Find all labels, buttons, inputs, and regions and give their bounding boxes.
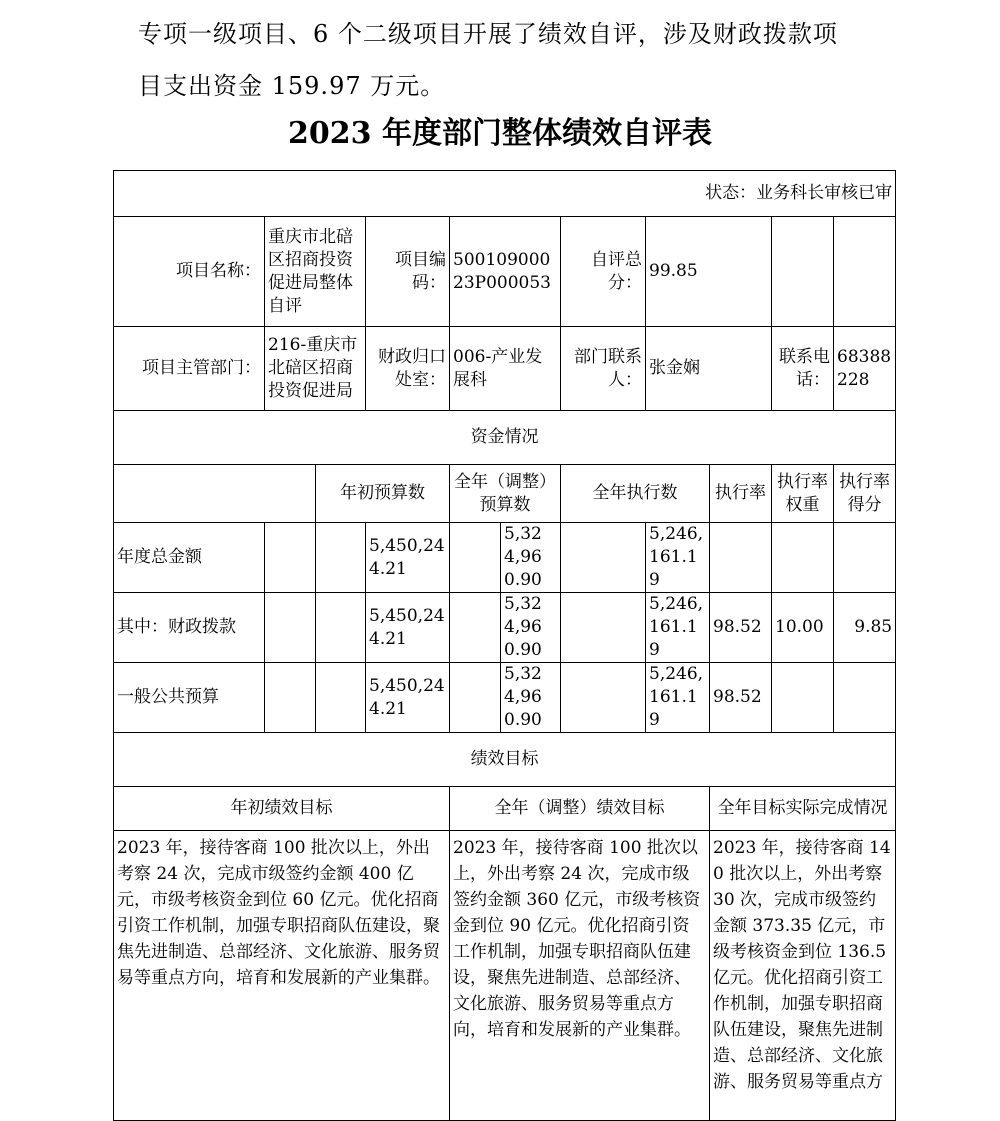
- exec-weight-value: [772, 663, 834, 733]
- dept-value: 216-重庆市北碚区招商投资促进局: [265, 327, 366, 411]
- intro-line-2: 目支出资金 159.97 万元。: [138, 72, 446, 100]
- adjusted-goal-header: 全年（调整）绩效目标: [450, 787, 710, 831]
- empty-cell: [316, 593, 366, 663]
- executed-header: 全年执行数: [561, 465, 710, 523]
- contact-label: 部门联系人：: [561, 327, 646, 411]
- initial-goal-header: 年初绩效目标: [114, 787, 450, 831]
- empty-cell: [772, 217, 834, 327]
- funds-section-title: 资金情况: [114, 411, 896, 465]
- empty-cell: [450, 523, 501, 593]
- self-score-value: 99.85: [646, 217, 772, 327]
- phone-label: 联系电话：: [772, 327, 834, 411]
- funds-row-public: [114, 663, 896, 733]
- adjusted-budget-header: 全年（调整）预算数: [450, 465, 561, 523]
- empty-cell: [561, 523, 646, 593]
- finance-office-value: 006-产业发展科: [450, 327, 561, 411]
- adjusted-budget-value: 5,324,960.90: [501, 663, 561, 733]
- executed-value: 5,246,161.19: [646, 523, 710, 593]
- exec-score-value: [834, 523, 896, 593]
- exec-score-value: 9.85: [834, 593, 896, 663]
- empty-cell: [114, 465, 316, 523]
- funds-row-label: 一般公共预算: [114, 663, 265, 733]
- exec-rate-value: 98.52: [710, 593, 772, 663]
- goals-section-row: [114, 733, 896, 787]
- empty-cell: [316, 523, 366, 593]
- funds-header-row: [114, 465, 896, 523]
- intro-paragraph: [138, 8, 898, 112]
- empty-cell: [834, 217, 896, 327]
- actual-completion-text: 2023 年，接待客商 140 批次以上，外出考察 30 次，完成市级签约金额 373.35 亿元，市级考核资金到位 136.5 亿元。优化招商引资工作机制，加强专职招商队伍建设，聚焦先进制造、总部经济、文化旅游、服务贸易等重点方: [710, 831, 896, 1121]
- phone-value: 68388228: [834, 327, 896, 411]
- goals-content-row: [114, 831, 896, 1121]
- executed-value: 5,246,161.19: [646, 593, 710, 663]
- executed-value: 5,246,161.19: [646, 663, 710, 733]
- empty-cell: [561, 663, 646, 733]
- project-name-label: 项目名称：: [114, 217, 265, 327]
- exec-weight-value: [772, 523, 834, 593]
- adjusted-budget-value: 5,324,960.90: [501, 593, 561, 663]
- adjusted-budget-value: 5,324,960.90: [501, 523, 561, 593]
- project-code-label: 项目编码：: [366, 217, 450, 327]
- funds-row-fiscal: [114, 593, 896, 663]
- initial-budget-header: 年初预算数: [316, 465, 450, 523]
- status-row: [114, 171, 896, 217]
- goals-section-title: 绩效目标: [114, 733, 896, 787]
- initial-budget-value: 5,450,244.21: [366, 523, 450, 593]
- table-title: 2023 年度部门整体绩效自评表: [288, 116, 712, 151]
- dept-label: 项目主管部门：: [114, 327, 265, 411]
- self-score-label: 自评总分：: [561, 217, 646, 327]
- contact-value: 张金娴: [646, 327, 772, 411]
- empty-cell: [561, 593, 646, 663]
- exec-weight-header: 执行率权重: [772, 465, 834, 523]
- adjusted-goal-text: 2023 年，接待客商 100 批次以上，外出考察 24 次，完成市级签约金额 360 亿元，市级考核资金到位 90 亿元。优化招商引资工作机制，加强专职招商队伍建设，聚焦先进制造、总部经济、文化旅游、服务贸易等重点方向，培育和发展新的产业集群。: [450, 831, 710, 1121]
- empty-cell: [450, 593, 501, 663]
- evaluation-table: [113, 170, 896, 1121]
- initial-budget-value: 5,450,244.21: [366, 593, 450, 663]
- exec-score-header: 执行率得分: [834, 465, 896, 523]
- project-name-value: 重庆市北碚区招商投资促进局整体自评: [265, 217, 366, 327]
- initial-budget-value: 5,450,244.21: [366, 663, 450, 733]
- funds-row-label: 其中：财政拨款: [114, 593, 265, 663]
- project-dept-row: [114, 327, 896, 411]
- project-code-value: 50010900023P000053: [450, 217, 561, 327]
- status-text: 状态：业务科长审核已审: [114, 171, 896, 217]
- empty-cell: [265, 663, 316, 733]
- funds-row-total: [114, 523, 896, 593]
- intro-line-1: 专项一级项目、6 个二级项目开展了绩效自评，涉及财政拨款项: [138, 20, 838, 48]
- empty-cell: [265, 523, 316, 593]
- empty-cell: [316, 663, 366, 733]
- exec-weight-value: 10.00: [772, 593, 834, 663]
- empty-cell: [450, 663, 501, 733]
- exec-rate-header: 执行率: [710, 465, 772, 523]
- finance-office-label: 财政归口处室：: [366, 327, 450, 411]
- goals-header-row: [114, 787, 896, 831]
- funds-row-label: 年度总金额: [114, 523, 265, 593]
- exec-rate-value: [710, 523, 772, 593]
- initial-goal-text: 2023 年，接待客商 100 批次以上，外出考察 24 次，完成市级签约金额 400 亿元，市级考核资金到位 60 亿元。优化招商引资工作机制，加强专职招商队伍建设，聚焦先进制造、总部经济、文化旅游、服务贸易等重点方向，培育和发展新的产业集群。: [114, 831, 450, 1121]
- funds-section-row: [114, 411, 896, 465]
- exec-score-value: [834, 663, 896, 733]
- exec-rate-value: 98.52: [710, 663, 772, 733]
- project-name-row: [114, 217, 896, 327]
- actual-completion-header: 全年目标实际完成情况: [710, 787, 896, 831]
- empty-cell: [265, 593, 316, 663]
